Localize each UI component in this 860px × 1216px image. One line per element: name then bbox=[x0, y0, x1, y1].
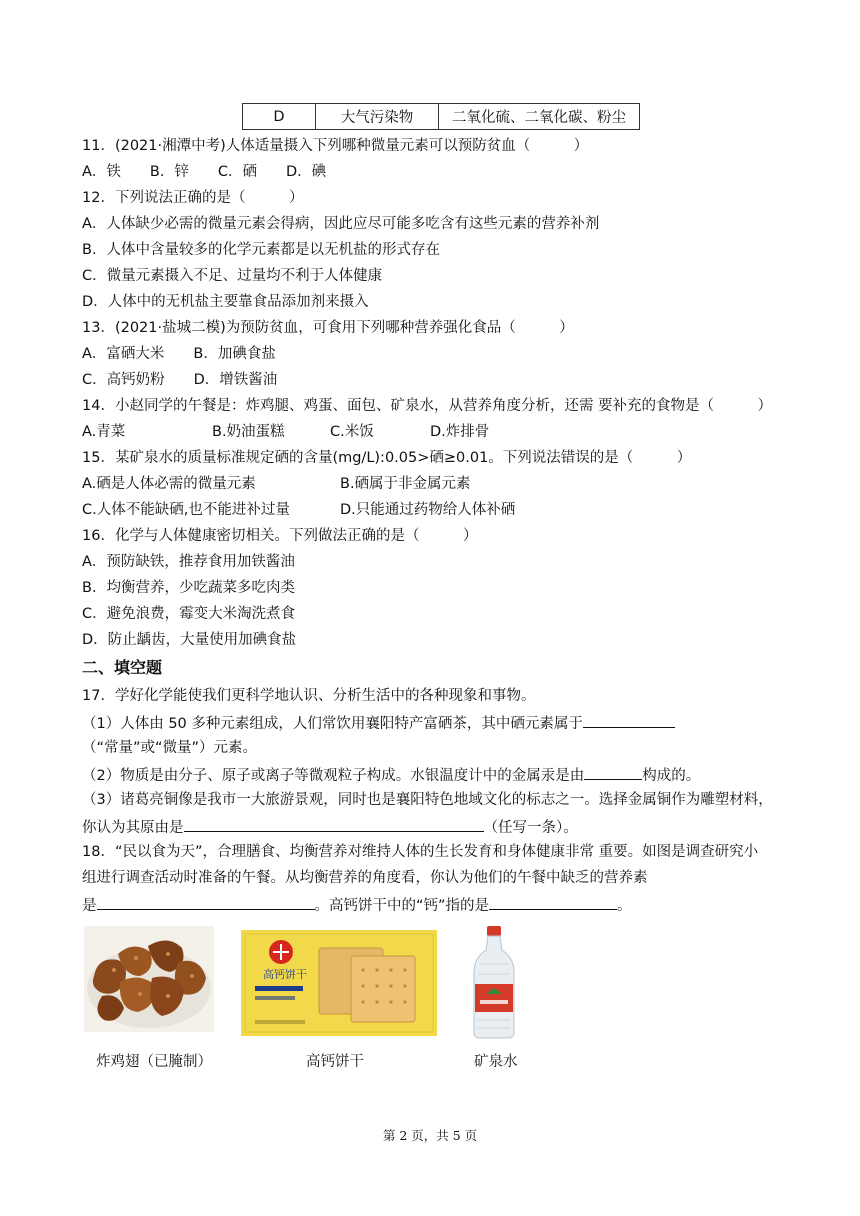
question-13-options-ab: A．富硒大米 B．加碘食盐 bbox=[82, 346, 276, 362]
question-18-line-3-tail: 。 bbox=[617, 898, 632, 914]
table-cell: 二氧化硫、二氧化碳、粉尘 bbox=[439, 104, 640, 130]
question-15-options-cd bbox=[82, 500, 515, 520]
question-15-option-b: B.硒属于非金属元素 bbox=[340, 476, 471, 492]
water-caption: 矿泉水 bbox=[474, 1054, 518, 1070]
table-cell: D bbox=[243, 104, 316, 130]
question-17-part-1-cont: （“常量”或“微量”）元素。 bbox=[82, 740, 258, 756]
question-17-part-1-text: （1）人体由 50 多种元素组成，人们常饮用襄阳特产富硒茶，其中硒元素属于 bbox=[82, 716, 583, 732]
question-13-options-cd: C．高钙奶粉 D．增铁酱油 bbox=[82, 372, 278, 388]
answer-blank[interactable] bbox=[97, 894, 315, 910]
question-17-part-2 bbox=[82, 764, 700, 786]
question-15-options-ab bbox=[82, 474, 471, 494]
question-16-option-d: D．防止龋齿，大量使用加碘食盐 bbox=[82, 632, 297, 648]
question-17-part-3-text: 你认为其原由是 bbox=[82, 820, 184, 836]
question-16-option-b: B．均衡营养，少吃蔬菜多吃肉类 bbox=[82, 580, 295, 596]
question-16-option-a: A．预防缺铁，推荐食用加铁酱油 bbox=[82, 554, 295, 570]
question-17-part-2-tail: 构成的。 bbox=[642, 768, 701, 784]
question-14-option-a: A.青菜 bbox=[82, 424, 126, 440]
question-13-stem: 13．(2021·盐城二模)为预防贫血，可食用下列哪种营养强化食品（ ） bbox=[82, 320, 574, 336]
question-15-option-c: C.人体不能缺硒,也不能进补过量 bbox=[82, 502, 290, 518]
question-14-options bbox=[82, 422, 489, 442]
question-14-option-d: D.炸排骨 bbox=[430, 424, 490, 440]
answer-blank[interactable] bbox=[584, 764, 642, 780]
question-17-part-2-text: （2）物质是由分子、原子或离子等微观粒子构成。水银温度计中的金属汞是由 bbox=[82, 768, 585, 784]
mineral-water-bottle-image bbox=[468, 924, 520, 1040]
answer-blank[interactable] bbox=[489, 894, 617, 910]
question-16-stem: 16．化学与人体健康密切相关。下列做法正确的是（ ） bbox=[82, 528, 478, 544]
answer-blank[interactable] bbox=[184, 816, 484, 832]
biscuit-caption: 高钙饼干 bbox=[306, 1054, 364, 1070]
question-17-part-3: （3）诸葛亮铜像是我市一大旅游景观，同时也是襄阳特色地域文化的标志之一。选择金属铜作为雕塑材料， bbox=[82, 792, 773, 808]
question-18-line-3-text: 是 bbox=[82, 898, 97, 914]
biscuit-box-title: 高钙饼干 bbox=[263, 968, 307, 981]
question-16-option-c: C．避免浪费，霉变大米淘洗煮食 bbox=[82, 606, 296, 622]
question-14-option-b: B.奶油蛋糕 bbox=[212, 424, 285, 440]
answer-table-fragment bbox=[242, 103, 640, 130]
chicken-caption: 炸鸡翅（已腌制） bbox=[96, 1054, 212, 1070]
question-12-option-c: C．微量元素摄入不足、过量均不利于人体健康 bbox=[82, 268, 383, 284]
question-15-stem: 15．某矿泉水的质量标准规定硒的含量(mg/L):0.05>硒≥0.01。下列说法错误的是（ ） bbox=[82, 450, 692, 466]
table-cell: 大气污染物 bbox=[316, 104, 439, 130]
question-18-line-1: 18．“民以食为天”，合理膳食、均衡营养对维持人体的生长发育和身体健康非常 重要。如图是调查研究小 bbox=[82, 844, 759, 860]
question-18-line-3 bbox=[82, 894, 632, 916]
answer-blank[interactable] bbox=[583, 712, 675, 728]
page-footer: 第 2 页，共 5 页 bbox=[382, 1128, 478, 1143]
question-15-option-d: D.只能通过药物给人体补硒 bbox=[340, 502, 516, 518]
question-15-option-a: A.硒是人体必需的微量元素 bbox=[82, 476, 256, 492]
section-heading: 二、填空题 bbox=[82, 658, 163, 677]
question-11-options: A．铁 B．锌 C．硒 D．碘 bbox=[82, 164, 327, 180]
question-17-stem: 17．学好化学能使我们更科学地认识、分析生活中的各种现象和事物。 bbox=[82, 688, 536, 704]
question-18-line-3-mid: 。高钙饼干中的“钙”指的是 bbox=[314, 898, 490, 914]
question-17-part-3-tail: （任写一条）。 bbox=[483, 820, 578, 836]
question-12-option-a: A．人体缺少必需的微量元素会得病，因此应尽可能多吃含有这些元素的营养补剂 bbox=[82, 216, 600, 232]
question-12-option-b: B．人体中含量较多的化学元素都是以无机盐的形式存在 bbox=[82, 242, 440, 258]
fried-chicken-wings-image bbox=[84, 926, 214, 1032]
question-17-part-1 bbox=[82, 712, 675, 734]
question-17-part-3-cont bbox=[82, 816, 578, 838]
table-row bbox=[243, 104, 640, 130]
question-12-stem: 12．下列说法正确的是（ ） bbox=[82, 190, 304, 206]
high-calcium-biscuit-box-image bbox=[241, 930, 437, 1036]
question-14-stem: 14．小赵同学的午餐是：炸鸡腿、鸡蛋、面包、矿泉水，从营养角度分析，还需 要补充的食物是（ ） bbox=[82, 398, 773, 414]
question-18-line-2: 组进行调查活动时准备的午餐。从均衡营养的角度看，你认为他们的午餐中缺乏的营养素 bbox=[82, 870, 648, 886]
biscuits bbox=[319, 948, 415, 1022]
question-11-stem: 11．(2021·湘潭中考)人体适量摄入下列哪种微量元素可以预防贫血（ ） bbox=[82, 138, 589, 154]
question-12-option-d: D．人体中的无机盐主要靠食品添加剂来摄入 bbox=[82, 294, 369, 310]
question-14-option-c: C.米饭 bbox=[330, 424, 374, 440]
